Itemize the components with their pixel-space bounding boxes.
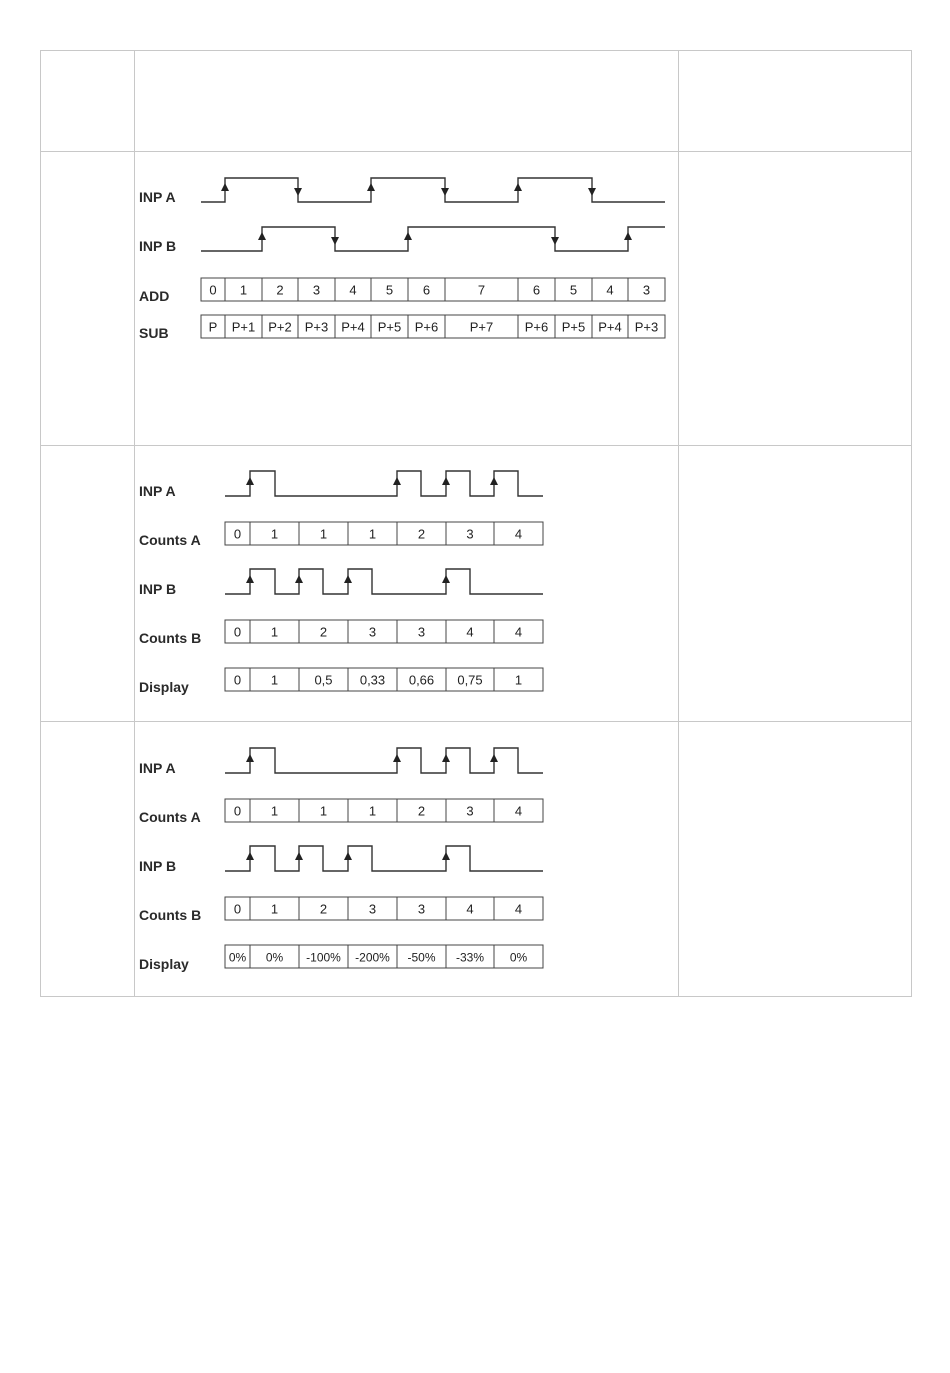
value-cell: P+5 <box>377 319 402 335</box>
sub-label: SUB <box>139 325 169 341</box>
value-cell: 0% <box>228 950 247 965</box>
value-cell: 0,66 <box>408 672 435 688</box>
value-cell: 1 <box>319 526 328 542</box>
rising-edge-arrow <box>442 852 450 860</box>
value-cell: 0 <box>233 672 242 688</box>
value-cell: 3 <box>312 282 321 298</box>
inp-a-label: INP A <box>139 483 176 499</box>
value-cell: 1 <box>319 803 328 819</box>
counts-a-label: Counts A <box>139 532 201 548</box>
falling-edge-arrow <box>588 188 596 196</box>
value-cell: P+7 <box>469 319 494 335</box>
falling-edge-arrow <box>294 188 302 196</box>
counts-b-row <box>225 897 543 920</box>
rising-edge-arrow <box>442 477 450 485</box>
counts-b-label: Counts B <box>139 630 202 646</box>
value-cell: 6 <box>532 282 541 298</box>
rising-edge-arrow <box>246 754 254 762</box>
value-cell: P+1 <box>231 319 256 335</box>
value-row-frame <box>201 278 665 301</box>
display-label: Display <box>139 679 189 695</box>
section1-timing-diagram <box>139 178 665 341</box>
rising-edge-arrow <box>258 232 266 240</box>
value-cell: 4 <box>606 282 614 298</box>
counts-a-row <box>225 799 543 822</box>
rising-edge-arrow <box>246 477 254 485</box>
inp-b-label: INP B <box>139 581 177 597</box>
section2-timing-diagram <box>139 471 543 695</box>
value-cell: 0% <box>265 950 284 965</box>
value-cell: 4 <box>466 624 474 640</box>
value-cell: 0 <box>233 901 242 917</box>
section3-timing-diagram <box>139 748 543 972</box>
value-cell: 3 <box>368 624 377 640</box>
inp-b-label: INP B <box>139 858 177 874</box>
value-cell: P <box>208 319 218 335</box>
value-cell: 2 <box>276 282 284 298</box>
value-cell: 3 <box>642 282 651 298</box>
rising-edge-arrow <box>246 852 254 860</box>
value-cell: 5 <box>569 282 578 298</box>
rising-edge-arrow <box>490 477 498 485</box>
value-cell: 4 <box>514 624 523 640</box>
counts-b-label: Counts B <box>139 907 202 923</box>
value-cell: P+6 <box>524 319 549 335</box>
value-cell: 2 <box>417 526 426 542</box>
rising-edge-arrow <box>221 183 229 191</box>
value-cell: P+3 <box>634 319 659 335</box>
value-cell: 4 <box>514 901 523 917</box>
value-cell: 2 <box>319 624 328 640</box>
rising-edge-arrow <box>624 232 632 240</box>
value-cell: P+5 <box>561 319 586 335</box>
value-cell: -200% <box>355 950 390 965</box>
value-cell: 3 <box>368 901 377 917</box>
value-cell: P+2 <box>268 319 292 335</box>
inp-b-waveform <box>225 569 543 594</box>
rising-edge-arrow <box>490 754 498 762</box>
value-cell: -100% <box>306 950 341 965</box>
add-label: ADD <box>139 288 170 304</box>
rising-edge-arrow <box>393 754 401 762</box>
display-label: Display <box>139 956 189 972</box>
value-cell: 0,33 <box>359 672 386 688</box>
value-cell: 3 <box>417 901 426 917</box>
rising-edge-arrow <box>442 754 450 762</box>
rising-edge-arrow <box>246 575 254 583</box>
value-cell: 2 <box>417 803 426 819</box>
falling-edge-arrow <box>441 188 449 196</box>
value-cell: 1 <box>270 901 279 917</box>
value-cell: 4 <box>514 526 523 542</box>
value-cell: 0 <box>209 282 217 298</box>
value-cell: 4 <box>349 282 357 298</box>
value-cell: P+6 <box>414 319 439 335</box>
value-cell: 0 <box>233 624 242 640</box>
value-cell: P+4 <box>598 319 622 335</box>
value-cell: 4 <box>466 901 474 917</box>
inp-a-label: INP A <box>139 189 176 205</box>
value-cell: -50% <box>407 950 436 965</box>
value-cell: 3 <box>466 526 474 542</box>
value-cell: 3 <box>466 803 474 819</box>
rising-edge-arrow <box>442 575 450 583</box>
value-cell: 7 <box>477 282 486 298</box>
value-cell: 4 <box>514 803 523 819</box>
display-row <box>225 945 543 968</box>
counts-a-row <box>225 522 543 545</box>
value-cell: 1 <box>368 803 377 819</box>
inp-a-label: INP A <box>139 760 176 776</box>
counts-b-row <box>225 620 543 643</box>
rising-edge-arrow <box>344 575 352 583</box>
value-cell: 1 <box>270 672 279 688</box>
rising-edge-arrow <box>404 232 412 240</box>
inp-b-label: INP B <box>139 238 177 254</box>
value-cell: 5 <box>385 282 394 298</box>
value-cell: 1 <box>270 803 279 819</box>
value-cell: P+4 <box>341 319 365 335</box>
rising-edge-arrow <box>393 477 401 485</box>
value-cell: 1 <box>270 526 279 542</box>
sub-value-row <box>201 315 665 338</box>
value-cell: 1 <box>270 624 279 640</box>
inp-a-waveform <box>201 178 665 202</box>
falling-edge-arrow <box>331 237 339 245</box>
rising-edge-arrow <box>295 852 303 860</box>
value-cell: 0 <box>233 803 242 819</box>
rising-edge-arrow <box>295 575 303 583</box>
value-cell: 0,75 <box>457 672 483 688</box>
value-cell: 1 <box>239 282 248 298</box>
falling-edge-arrow <box>551 237 559 245</box>
value-cell: 0,5 <box>314 672 333 688</box>
rising-edge-arrow <box>514 183 522 191</box>
value-cell: 6 <box>422 282 431 298</box>
value-cell: 0 <box>233 526 242 542</box>
value-cell: -33% <box>455 950 485 965</box>
value-cell: 3 <box>417 624 426 640</box>
rising-edge-arrow <box>367 183 375 191</box>
value-cell: 1 <box>368 526 377 542</box>
add-value-row <box>201 278 665 301</box>
value-cell: 1 <box>514 672 523 688</box>
counts-a-label: Counts A <box>139 809 201 825</box>
display-row <box>225 668 543 691</box>
value-cell: 2 <box>319 901 328 917</box>
rising-edge-arrow <box>344 852 352 860</box>
value-cell: P+3 <box>304 319 329 335</box>
inp-b-waveform <box>225 846 543 871</box>
inp-b-waveform <box>201 227 665 251</box>
value-cell: 0% <box>509 950 528 965</box>
